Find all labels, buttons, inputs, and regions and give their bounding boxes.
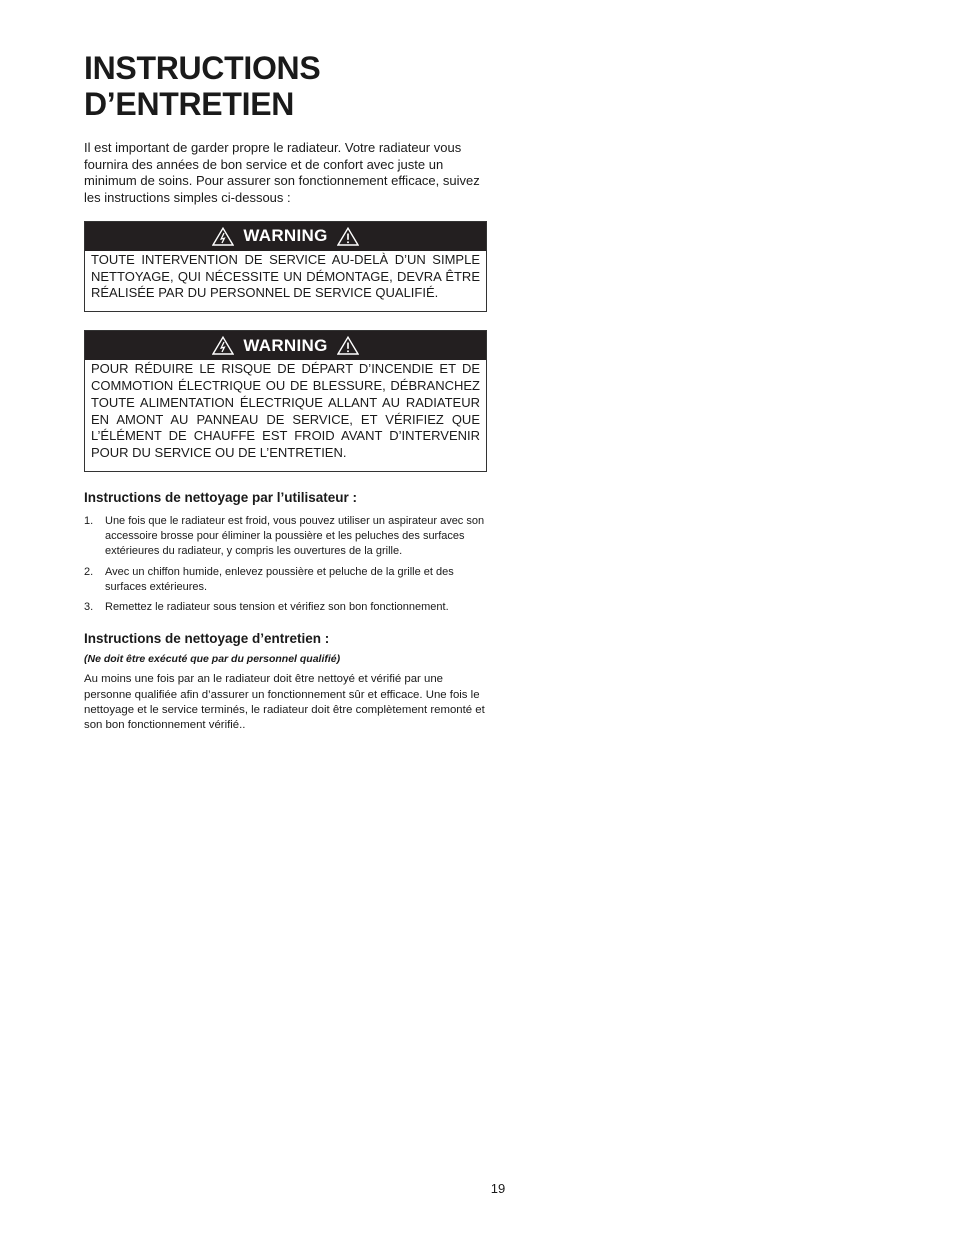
warning-box-electrical (84, 330, 487, 472)
list-item (84, 600, 487, 615)
step-number: 2. (84, 565, 94, 578)
warning-exclamation-icon (337, 336, 359, 355)
warning-text: POUR RÉDUIRE LE RISQUE DE DÉPART D’INCENDIE ET DE COMMOTION ÉLECTRIQUE OU DE BLESSURE, DÉBRANCHEZ TOUTE ALIMENTATION ÉLECTRIQUE ALLANT AU RADIATEUR EN AMONT AU PANNEAU DE SERVICE, ET VÉRIFIEZ QUE L’ÉLÉMENT DE CHAUFFE EST FROID AVANT D’INTERVENIR POUR DU SERVICE OU DE L’ENTRETIEN. (91, 361, 480, 461)
list-item (84, 565, 487, 595)
warning-electric-icon (212, 227, 234, 246)
content-column (84, 50, 487, 734)
page-title (84, 50, 487, 122)
list-item (84, 514, 487, 560)
user-cleaning-steps (84, 514, 487, 615)
warning-box-service (84, 221, 487, 312)
step-number: 1. (84, 514, 94, 527)
warning-exclamation-icon (337, 227, 359, 246)
warning-label: WARNING (243, 226, 328, 246)
maintenance-heading: Instructions de nettoyage d’entretien : (84, 631, 330, 647)
step-number: 3. (84, 601, 94, 613)
maintenance-paragraph: Au moins une fois par an le radiateur doit être nettoyé et vérifié par une personne qualifiée afin d’assurer un fonctionnement sûr et efficace. Une fois le nettoyage et le service terminés, le radiateur doit être complètement remonté et son bon fonctionnement vérifié.. (84, 673, 485, 732)
warning-label: WARNING (243, 335, 328, 355)
intro-paragraph: Il est important de garder propre le radiateur. Votre radiateur vous fournira des années de bon service et de confort avec juste un minimum de soins. Pour assurer son fonctionnement efficace, suivez les instructions simples ci-dessous : (84, 140, 480, 206)
page-title-line-1: INSTRUCTIONS (84, 50, 321, 86)
warning-header (85, 331, 486, 360)
warning-text: TOUTE INTERVENTION DE SERVICE AU-DELÀ D’UN SIMPLE NETTOYAGE, QUI NÉCESSITE UN DÉMONTAGE, DEVRA ÊTRE RÉALISÉE PAR DU PERSONNEL DE SERVICE QUALIFIÉ. (91, 251, 480, 301)
step-text: Avec un chiffon humide, enlevez poussière et peluche de la grille et des surfaces extérieures. (105, 565, 454, 593)
page-number: 19 (490, 1181, 506, 1196)
page-title-line-2: D’ENTRETIEN (84, 86, 295, 122)
warning-electric-icon (212, 336, 234, 355)
qualified-personnel-note: (Ne doit être exécuté que par du personnel qualifié) (84, 653, 341, 666)
user-cleaning-heading: Instructions de nettoyage par l’utilisateur : (84, 489, 358, 505)
step-text: Remettez le radiateur sous tension et vérifiez son bon fonctionnement. (105, 601, 449, 613)
step-text: Une fois que le radiateur est froid, vous pouvez utiliser un aspirateur avec son accessoire brosse pour éliminer la poussière et les peluches des surfaces extérieures du radiateur, y compris les ouvertures de la grille. (105, 514, 485, 558)
warning-header (85, 222, 486, 251)
